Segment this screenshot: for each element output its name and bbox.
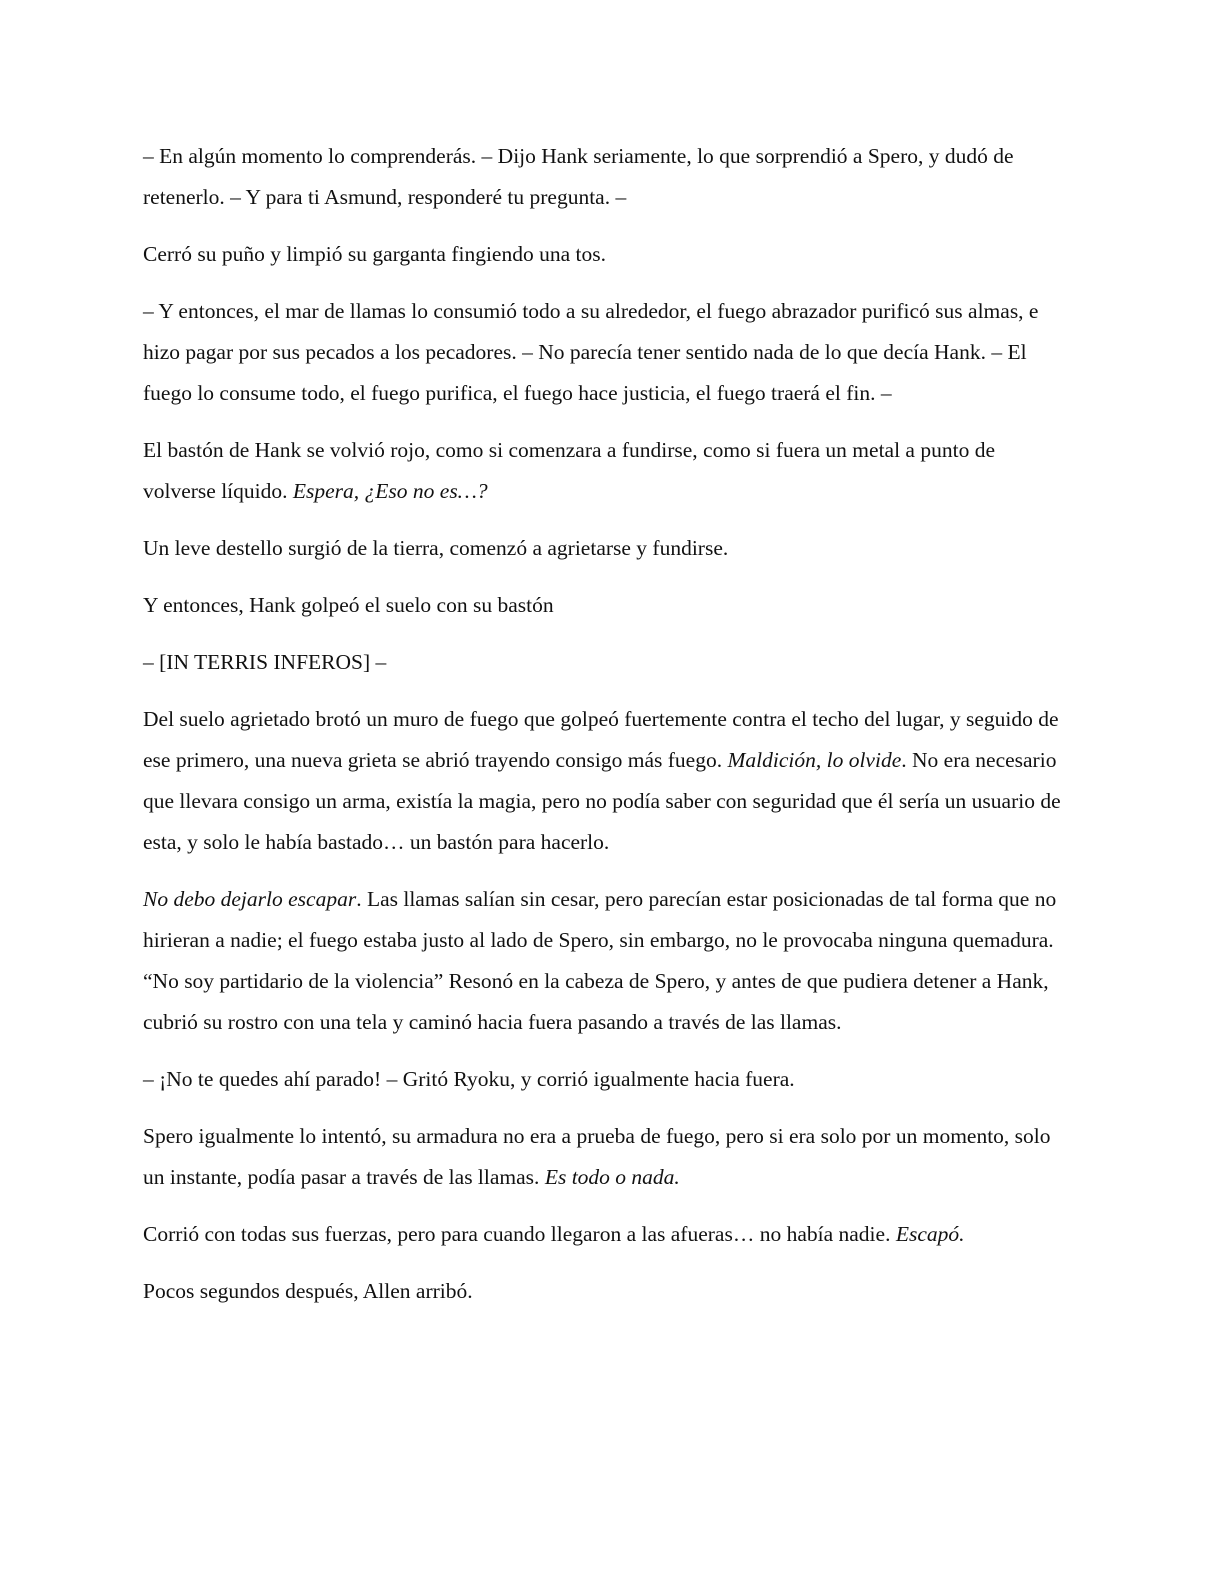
italic-thought: No debo dejarlo escapar [143,887,357,911]
italic-thought: Maldición, lo olvide [727,748,902,772]
paragraph-4 [143,430,1065,512]
paragraph-text: – Y entonces, el mar de llamas lo consumió todo a su alrededor, el fuego abrazador purificó sus almas, e hizo pagar por sus pecados a los pecadores. – No parecía tener sentido nada de lo que decía Hank. – El fuego lo consume todo, el fuego purifica, el fuego hace justicia, el fuego traerá el fin. – [143,299,1039,405]
italic-thought: Es todo o nada. [544,1165,680,1189]
paragraph-10 [143,1059,1065,1100]
spell-incantation: – [IN TERRIS INFEROS] – [143,650,387,674]
paragraph-3 [143,291,1065,414]
paragraph-text: Un leve destello surgió de la tierra, comenzó a agrietarse y fundirse. [143,536,729,560]
paragraph-text: Corrió con todas sus fuerzas, pero para cuando llegaron a las afueras… no había nadie. [143,1222,896,1246]
document-page [143,136,1065,1328]
paragraph-text: Spero igualmente lo intentó, su armadura no era a prueba de fuego, pero si era solo por un momento, solo un instante, podía pasar a través de las llamas. [143,1124,1051,1189]
paragraph-13 [143,1271,1065,1312]
paragraph-5 [143,528,1065,569]
paragraph-7 [143,642,1065,683]
paragraph-1 [143,136,1065,218]
paragraph-12 [143,1214,1065,1255]
paragraph-8 [143,699,1065,863]
paragraph-text: . No era necesario que llevara consigo un arma, existía la magia, pero no podía saber con seguridad que él sería un usuario de esta, y solo le había bastado… un bastón para hacerlo. [143,748,1061,854]
paragraph-6 [143,585,1065,626]
paragraph-9 [143,879,1065,1043]
paragraph-text: – ¡No te quedes ahí parado! – Gritó Ryoku, y corrió igualmente hacia fuera. [143,1067,795,1091]
paragraph-text: . Las llamas salían sin cesar, pero parecían estar posicionadas de tal forma que no hirieran a nadie; el fuego estaba justo al lado de Spero, sin embargo, no le provocaba ninguna quemadura. “No soy partidario de la violencia” Resonó en la cabeza de Spero, y antes de que pudiera detener a Hank, cubrió su rostro con una tela y caminó hacia fuera pasando a través de las llamas. [143,887,1057,1034]
paragraph-text: Y entonces, Hank golpeó el suelo con su bastón [143,593,554,617]
italic-thought: Escapó. [895,1222,965,1246]
paragraph-text: El bastón de Hank se volvió rojo, como si comenzara a fundirse, como si fuera un metal a punto de volverse líquido. [143,438,995,503]
paragraph-text: Cerró su puño y limpió su garganta fingiendo una tos. [143,242,606,266]
paragraph-text: Pocos segundos después, Allen arribó. [143,1279,473,1303]
paragraph-text: Del suelo agrietado brotó un muro de fuego que golpeó fuertemente contra el techo del lugar, y seguido de ese primero, una nueva grieta se abrió trayendo consigo más fuego. [143,707,1059,772]
italic-thought: Espera, ¿Eso no es…? [292,479,488,503]
paragraph-text: – En algún momento lo comprenderás. – Dijo Hank seriamente, lo que sorprendió a Spero, y dudó de retenerlo. – Y para ti Asmund, responderé tu pregunta. – [143,144,1014,209]
paragraph-11 [143,1116,1065,1198]
paragraph-2 [143,234,1065,275]
